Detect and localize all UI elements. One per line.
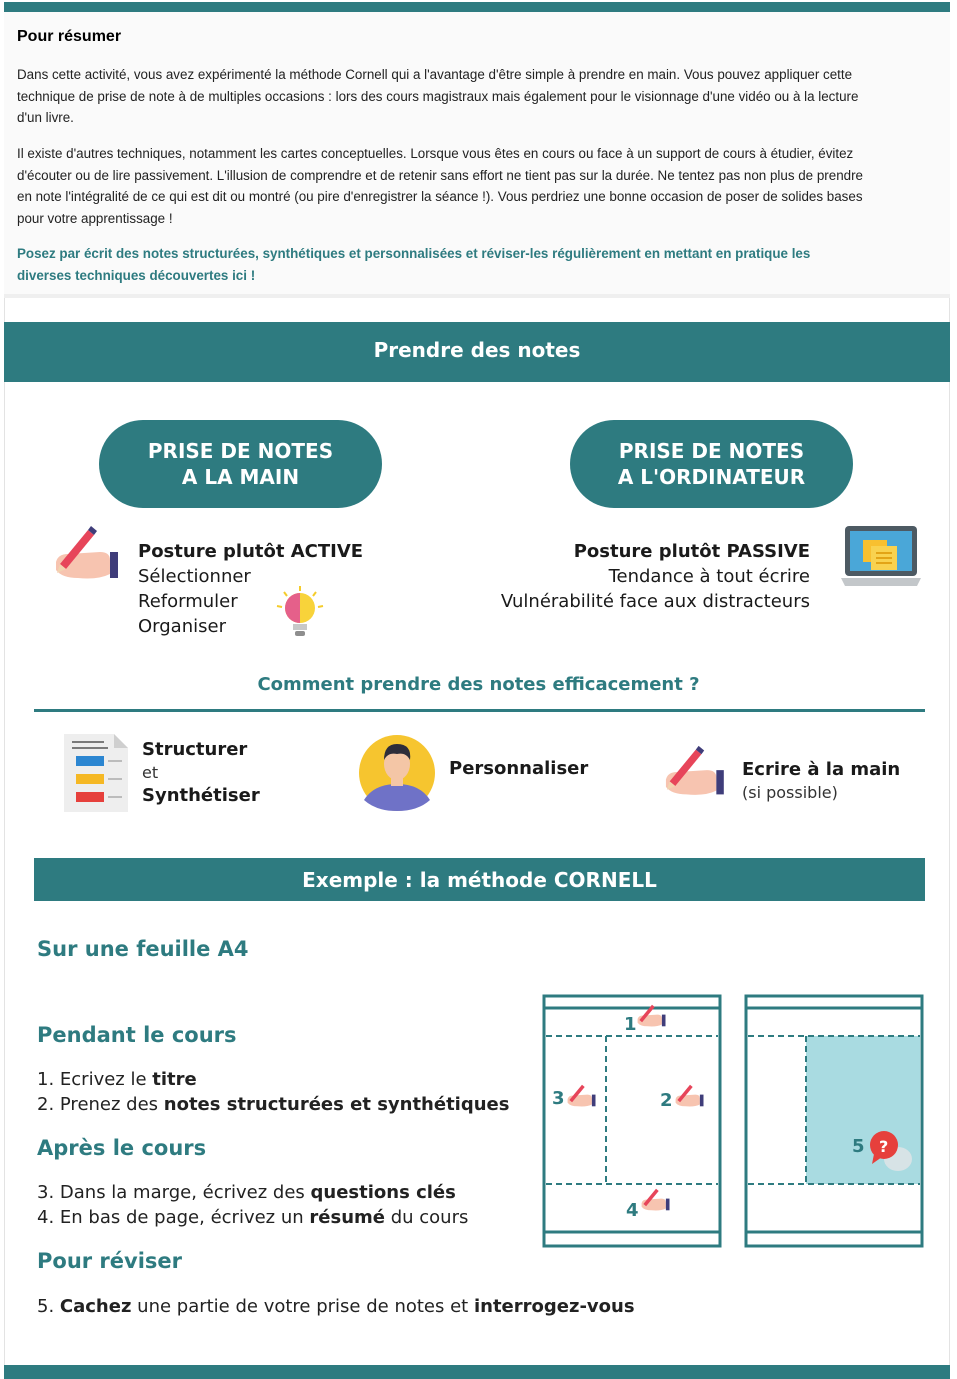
pill-computer-notes [570, 420, 853, 508]
summary-p1-line: d'un livre. [17, 110, 74, 125]
step-text: une partie de votre prise de notes et [131, 1296, 474, 1317]
after-course-steps [37, 1180, 468, 1230]
step-emphasis: résumé [309, 1207, 385, 1228]
tip-handwrite-label: Ecrire à la main [742, 759, 901, 780]
step-item [37, 1205, 468, 1230]
after-course-title: Après le cours [37, 1136, 207, 1160]
pill-line: PRISE DE NOTES [147, 439, 334, 463]
tip-if-possible: (si possible) [742, 783, 838, 802]
summary-p2-line: en note l'intégralité de ce qui est dit ou montré (ou pire d'enregistrer la séance !). Vous perdriez une bonne occasion de poser de solides bases [17, 189, 863, 204]
zone-number: 4 [626, 1200, 639, 1221]
passive-item: Vulnérabilité face aux distracteurs [500, 591, 810, 612]
cornell-review-diagram [744, 994, 924, 1248]
summary-p2-line: d'écouter ou de lire passivement. L'illusion de comprendre et de retenir sans effort ne tient pas sur la durée. Ne tentez pas non plus de prendre [17, 167, 864, 183]
cornell-example-title: Exemple : la méthode CORNELL [34, 858, 925, 901]
tip-handwrite [742, 758, 900, 804]
step-emphasis: interrogez-vous [473, 1296, 635, 1317]
step-text: 5. [37, 1296, 60, 1317]
zone-number: 5 [852, 1136, 865, 1157]
step-text: 4. En bas de page, écrivez un [37, 1207, 310, 1228]
step-item [37, 1294, 635, 1319]
active-item: Organiser [138, 616, 226, 637]
during-course-title: Pendant le cours [37, 1023, 237, 1047]
step-text: 2. Prenez des [37, 1094, 164, 1115]
zone-number: 1 [624, 1014, 637, 1035]
during-course-steps [37, 1067, 509, 1117]
review-steps [37, 1294, 635, 1319]
top-accent-bar [4, 2, 950, 12]
summary-section [4, 12, 950, 294]
passive-item: Tendance à tout écrire [608, 566, 810, 587]
active-item: Sélectionner [138, 566, 251, 587]
step-emphasis: questions clés [310, 1182, 456, 1203]
efficient-notes-question: Comment prendre des notes efficacement ? [257, 674, 700, 695]
summary-paragraph-2 [17, 143, 927, 229]
bottom-accent-bar [4, 1365, 950, 1379]
summary-highlight [17, 243, 927, 286]
summary-paragraph-1 [17, 64, 927, 129]
step-emphasis: Cachez [59, 1296, 132, 1317]
summary-p1-line: Dans cette activité, vous avez expérimenté la méthode Cornell qui a l'avantage d'être simple à prendre en main. Vous pouvez appliquer cette [17, 67, 853, 82]
summary-p2-line: Il existe d'autres techniques, notamment les cartes conceptuelles. Lorsque vous êtes en cours ou face à un support de cours à étudier, évitez [17, 146, 854, 161]
tip-structure-label: Structurer [142, 739, 248, 760]
zone-number: 3 [552, 1088, 565, 1109]
active-posture-block [138, 539, 363, 639]
laptop-icon [841, 526, 921, 590]
infographic-title: Prendre des notes [4, 322, 950, 382]
passive-posture-block [501, 539, 810, 614]
step-text: 3. Dans la marge, écrivez des [37, 1182, 311, 1203]
pill-line: A LA MAIN [181, 465, 300, 489]
brain-lightbulb-icon [272, 584, 328, 642]
step-item [37, 1092, 509, 1117]
person-avatar-icon [356, 730, 438, 814]
summary-p2-line: pour votre apprentissage ! [17, 210, 173, 226]
pill-line: A L'ORDINATEUR [617, 465, 806, 489]
highlight-line: Posez par écrit des notes structurées, synthétiques et personnalisées et réviser-les régulièrement en mettant en pratique les [17, 246, 811, 261]
hand-writing-icon [657, 744, 729, 800]
pill-handwritten-notes [99, 420, 382, 508]
tip-and-label: et [142, 763, 159, 782]
passive-posture-title: Posture plutôt PASSIVE [573, 541, 810, 562]
step-emphasis: titre [152, 1069, 197, 1090]
cornell-layout-diagram [542, 994, 722, 1248]
tip-synthesize-label: Synthétiser [142, 785, 260, 806]
active-posture-title: Posture plutôt ACTIVE [138, 541, 364, 562]
step-emphasis: notes structurées et synthétiques [163, 1094, 510, 1115]
hand-writing-icon [48, 524, 122, 584]
pill-line: PRISE DE NOTES [618, 439, 805, 463]
summary-p1-line: technique de prise de note à de multiples occasions : lors des cours magistraux mais également pour le visionnage d'une vidéo ou à la lecture [17, 88, 859, 104]
teal-divider [34, 709, 925, 712]
highlight-line: diverses techniques découvertes ici ! [17, 267, 256, 283]
sheet-title: Sur une feuille A4 [37, 937, 249, 961]
step-item [37, 1180, 468, 1205]
structured-document-icon [64, 734, 130, 812]
step-text: 1. Ecrivez le [37, 1069, 153, 1090]
svg-text:?: ? [879, 1137, 889, 1156]
summary-heading: Pour résumer [17, 28, 122, 45]
step-item [37, 1067, 509, 1092]
review-title: Pour réviser [37, 1249, 183, 1273]
tip-structure [142, 738, 260, 807]
active-item: Reformuler [138, 591, 238, 612]
tip-personalize: Personnaliser [449, 758, 589, 779]
step-text: du cours [384, 1207, 469, 1228]
zone-number: 2 [660, 1090, 673, 1111]
